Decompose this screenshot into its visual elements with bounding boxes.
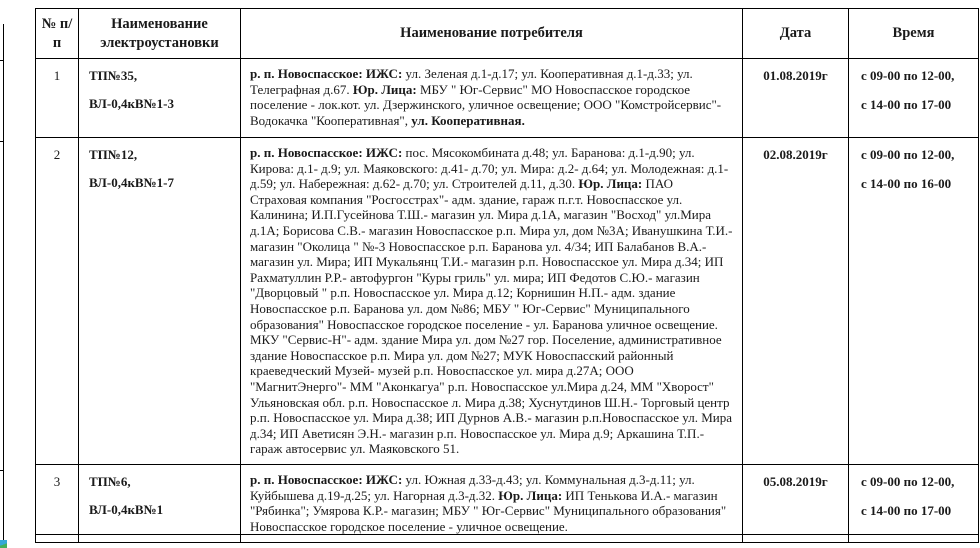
installation-cell <box>79 465 241 535</box>
date-cell: 02.08.2019г <box>743 138 849 465</box>
corner-artifact-icon <box>0 540 7 548</box>
consumer-cell: р. п. Новоспасское: ИЖС: пос. Мясокомбината д.48; ул. Баранова: д.1-д.90; ул. Кирова: д.1- д.9; ул. Маяковского: д.41- д.70; ул. Мира: д.2- д.64; ул. Молодежная: д.1-д.59; ул. Набережная: д.62- д.70; ул. Строителей д.11, д.30. Юр. Лица: ПАО Страховая компания "Росгосстрах"- адм. здание, гараж п.г.т. Новоспасское ул. Калинина; И.П.Гусейнова Т.Ш.- магазин ул. Мира д.1А, магазин "Восход" ул.Мира д.1А; Борисова С.В.- магазин Новоспасское р.п. Мира ул, дом №3А; Иванушкина Т.И.- магазин "Околица " №-3 Новоспасское р.п. Баранова ул. 4/34; ИП Балабанов В.А.- магазин ул. Мира; ИП Мукальянц Т.И.- магазин р.п. Новоспасское ул. Мира д.34; ИП Рахматуллин Р.Р.- автофургон "Куры гриль" ул. мира; ИП Федотов С.Ю.- магазин "Дворцовый " р.п. Новоспасское ул. Мира д.12; Корнишин Н.П.- адм. здание Новоспасское р.п. Баранова ул. дом №86; МБУ " Юг-Сервис" Муниципального образования" Новоспасское городское поселение - ул. Баранова уличное освещение. МКУ "Сервис-Н"- адм. здание Мира ул. дом №27 гор. Поселение, административное здание Новоспасское р.п. Мира ул. дом №27; МУК Новоспасский районный краеведческий Музей- музей р.п. Новоспасское ул. мира д.27А; ООО "МагнитЭнерго"- ММ "Аконкагуа" р.п. Новоспасское ул.Мира д.24, ММ "Хворост" Ульяновская обл. р.п. Новоспасское л. Мира д.38; Хуснутдинов Ш.Н.- Торговый центр р.п. Новоспасское ул. Мира д.38; ИП Дурнов А.В.- магазин р.п.Новоспасское ул. Мира д.34; ИП Аветисян Э.Н.- магазин р.п. Новоспасское ул. Мира д.9; Аркашина Т.П.- гараж автосервис ул. Маяковского 51. <box>241 138 743 465</box>
left-edge-tick <box>0 470 4 471</box>
time-line: с 09-00 по 12-00, <box>861 68 955 83</box>
time-cell <box>849 465 979 535</box>
table-row <box>36 59 979 138</box>
consumer-cell: р. п. Новоспасское: ИЖС: ул. Южная д.33-д.43; ул. Коммунальная д.3-д.11; ул. Куйбышева д.19-д.25; ул. Нагорная д.3-д.32. Юр. Лица: ИП Тенькова И.А.- магазин "Рябинка"; Умярова К.Р.- магазин; МБУ " Юг-Сервис" Муниципального образования" Новоспасское городское поселение - уличное освещение. <box>241 465 743 535</box>
left-edge-tick <box>0 141 4 142</box>
date-cell: 05.08.2019г <box>743 465 849 535</box>
time-line: с 14-00 по 17-00 <box>861 97 952 112</box>
row-number-cell: 3 <box>36 465 79 535</box>
installation-line: ВЛ-0,4кВ№1 <box>89 502 164 517</box>
col-header-number: № п/п <box>36 9 79 59</box>
installation-cell <box>79 59 241 138</box>
consumer-cell: р. п. Новоспасское: ИЖС: ул. Зеленая д.1-д.17; ул. Кооперативная д.1-д.33; ул. Телеграфная д.67. Юр. Лица: МБУ " Юг-Сервис" МО Новоспасское городское поселение - лок.кот. ул. Дзержинского, уличное освещение; ООО "Комстройсервис"- Водокачка "Кооперативная", ул. Кооперативная. <box>241 59 743 138</box>
installation-line: ВЛ-0,4кВ№1-7 <box>89 175 174 190</box>
time-line: с 14-00 по 17-00 <box>861 503 952 518</box>
outage-schedule-table <box>35 8 979 543</box>
next-row-partial <box>36 535 979 543</box>
col-header-date: Дата <box>743 9 849 59</box>
time-line: с 14-00 по 16-00 <box>861 176 952 191</box>
installation-line: ТП№12, <box>89 147 138 162</box>
table-row <box>36 465 979 535</box>
installation-cell <box>79 138 241 465</box>
time-line: с 09-00 по 12-00, <box>861 474 955 489</box>
installation-line: ТП№35, <box>89 68 138 83</box>
header-row <box>36 9 979 59</box>
left-edge-tick <box>0 60 4 61</box>
row-number-cell: 1 <box>36 59 79 138</box>
date-cell: 01.08.2019г <box>743 59 849 138</box>
time-cell <box>849 138 979 465</box>
installation-line: ТП№6, <box>89 474 131 489</box>
table-row <box>36 138 979 465</box>
row-number-cell: 2 <box>36 138 79 465</box>
col-header-installation: Наименование электроустановки <box>79 9 241 59</box>
time-line: с 09-00 по 12-00, <box>861 147 955 162</box>
col-header-time: Время <box>849 9 979 59</box>
time-cell <box>849 59 979 138</box>
col-header-consumer: Наименование потребителя <box>241 9 743 59</box>
installation-line: ВЛ-0,4кВ№1-3 <box>89 96 174 111</box>
